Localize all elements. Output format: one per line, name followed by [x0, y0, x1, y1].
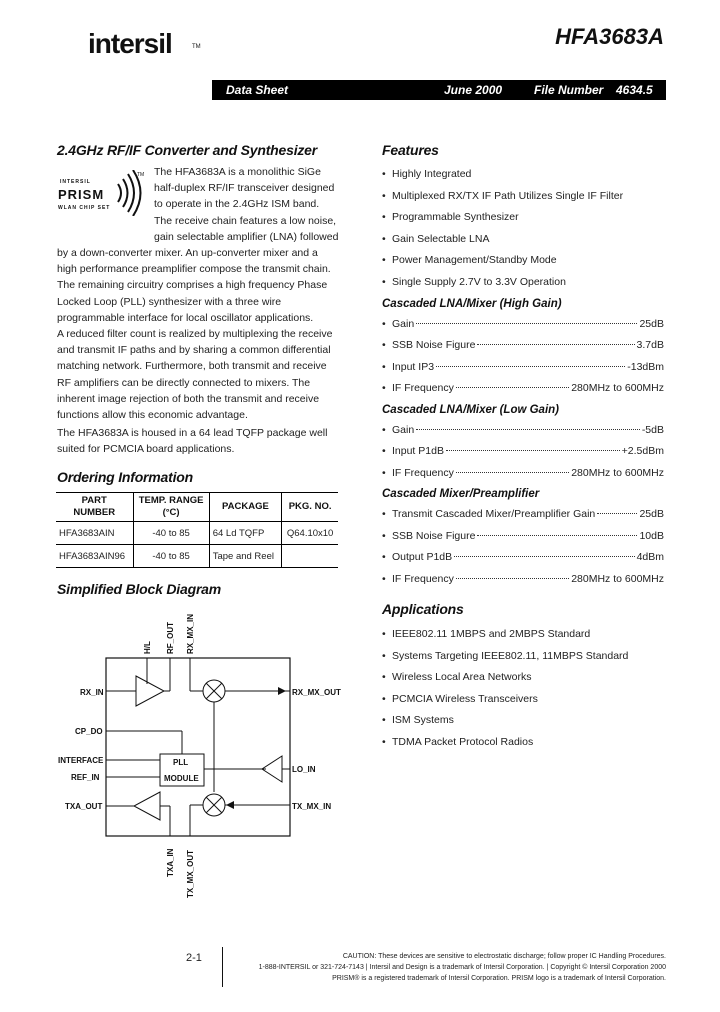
arrow-icon — [278, 687, 286, 695]
lna-low-title: Cascaded LNA/Mixer (Low Gain) — [382, 404, 560, 416]
doc-type: Data Sheet — [226, 83, 289, 97]
rx-in-label: RX_IN — [80, 688, 104, 697]
spec-row: IF Frequency 280MHz to 600MHz — [392, 382, 664, 394]
spec-row: Transmit Cascaded Mixer/Preamplifier Gain 25dB — [392, 508, 664, 520]
mixer-preamp-title: Cascaded Mixer/Preamplifier — [382, 488, 540, 500]
applications-list: • IEEE802.11 1MBPS and 2MBPS Standard • Systems Targeting IEEE802.11, 11MBPS Standard • Wireless Local Area Networks • PCMCIA Wireless Transceivers • ISM Systems • TDMA Packet Protocol Radios — [382, 628, 629, 748]
cell-temp: -40 to 85 — [133, 545, 209, 568]
chip-outline — [106, 658, 290, 836]
hl-label: H/L — [143, 641, 152, 654]
footer-legal — [226, 951, 666, 984]
block-diagram-title: Simplified Block Diagram — [57, 581, 222, 597]
spec-row: Gain 25dB — [392, 318, 664, 330]
spec-row: IF Frequency 280MHz to 600MHz — [392, 467, 664, 479]
mixer-preamp-specs: • Transmit Cascaded Mixer/Preamplifier Gain 25dB • SSB Noise Figure 10dB • Output P1dB 4dBm • IF Frequency 280MHz to 600MHz — [382, 508, 664, 585]
spec-row: IF Frequency 280MHz to 600MHz — [392, 573, 664, 585]
caution-text: CAUTION: These devices are sensitive to electrostatic discharge; follow proper IC Handling Procedures. — [342, 953, 666, 960]
pll-label: PLL — [173, 758, 189, 767]
txa-out-label: TXA_OUT — [65, 802, 103, 811]
contact-text: 1-888-INTERSIL or 321-724-7143 | Intersil and Design is a trademark of Intersil Corporation. | Copyright © Intersil Corporation 2000 — [258, 964, 666, 971]
intro-para-1b: by a down-converter mixer. An up-converter mixer and a high performance preamplifier compose the transmit chain. The remaining circuitry comprises a high frequency Phase Locked Loop (PLL) synthesizer with a three wire programmable interface for local oscillator applications. — [57, 247, 331, 324]
spec-row: SSB Noise Figure 3.7dB — [392, 339, 664, 351]
table-row — [56, 545, 338, 568]
file-number: 4634.5 — [616, 83, 653, 97]
rf-out-label: RF_OUT — [166, 622, 175, 654]
intro-para-1a: The HFA3683A is a monolithic SiGe half-duplex RF/IF transceiver designed to operate in the 2.4GHz ISM band. The receive chain features a low noise, gain selectable amplifier (LNA) followed — [154, 166, 339, 243]
rx-mx-out-label: RX_MX_OUT — [292, 688, 341, 697]
lo-in-label: LO_IN — [292, 765, 316, 774]
ordering-title: Ordering Information — [57, 469, 194, 485]
spec-row: Output P1dB 4dBm — [392, 551, 664, 563]
block-diagram — [56, 606, 356, 906]
spec-row: Input IP3 -13dBm — [392, 361, 664, 373]
intro-para-3: The HFA3683A is housed in a 64 lead TQFP package well suited for PCMCIA board applications. — [57, 427, 328, 456]
intro-title: 2.4GHz RF/IF Converter and Synthesizer — [57, 142, 318, 158]
cell-package: Tape and Reel — [209, 545, 282, 568]
features-title: Features — [382, 142, 439, 158]
part-number: HFA3683A — [555, 24, 664, 49]
spec-row: Input P1dB +2.5dBm — [392, 445, 664, 457]
ordering-header-row — [56, 493, 338, 522]
rx-mx-in-label: RX_MX_IN — [186, 613, 195, 654]
footer-divider — [222, 947, 223, 987]
wireless-waves-icon — [112, 170, 152, 216]
table-row — [56, 522, 338, 545]
datasheet-banner — [212, 80, 666, 100]
module-label: MODULE — [164, 774, 199, 783]
tx-preamp-icon — [134, 792, 160, 820]
spec-row: SSB Noise Figure 10dB — [392, 530, 664, 542]
col-package: PACKAGE — [209, 493, 282, 522]
prism-logo: INTERSIL PRISM TM WLAN CHIP SET — [56, 168, 152, 216]
lna-amp-icon — [136, 676, 164, 706]
cell-part: HFA3683AIN96 — [56, 545, 133, 568]
page-number: 2-1 — [186, 952, 202, 964]
txa-in-label: TXA_IN — [166, 848, 175, 877]
tx-mx-in-label: TX_MX_IN — [292, 802, 332, 811]
features-list: • Highly Integrated • Multiplexed RX/TX IF Path Utilizes Single IF Filter • Programmable Synthesizer • Gain Selectable LNA • Power Management/Standby Mode • Single Supply 2.7V to 3.3V Operation — [382, 168, 624, 288]
interface-label: INTERFACE — [58, 756, 104, 765]
ref-in-label: REF_IN — [71, 773, 100, 782]
tx-mx-out-label: TX_MX_OUT — [186, 849, 195, 898]
logo-trademark: TM — [192, 44, 201, 50]
applications-title: Applications — [382, 601, 464, 617]
cell-package: 64 Ld TQFP — [209, 522, 282, 545]
col-pkg-no: PKG. NO. — [282, 493, 338, 522]
col-part-number: PART NUMBER — [56, 493, 133, 522]
lna-low-specs: • Gain -5dB • Input P1dB +2.5dBm • IF Frequency 280MHz to 600MHz — [382, 424, 664, 479]
cp-do-label: CP_DO — [75, 727, 103, 736]
lna-high-title: Cascaded LNA/Mixer (High Gain) — [382, 298, 562, 310]
ordering-table — [56, 492, 338, 568]
lna-high-specs: • Gain 25dB • SSB Noise Figure 3.7dB • Input IP3 -13dBm • IF Frequency 280MHz to 600MHz — [382, 318, 664, 394]
cell-pkg-no: Q64.10x10 — [282, 522, 338, 545]
cell-pkg-no — [282, 545, 338, 568]
trademark-text: PRISM® is a registered trademark of Intersil Corporation. PRISM logo is a trademark of Intersil Corporation. — [332, 975, 666, 982]
intersil-logo: intersil — [88, 28, 172, 59]
file-number-label: File Number — [534, 83, 604, 97]
spec-row: Gain -5dB — [392, 424, 664, 436]
intro-para-2: A reduced filter count is realized by multiplexing the receive and transmit IF paths and by sharing a common differential matching network. Furthermore, both transmit and receive RF amplifiers can be directly connected to mixers. The inherent image rejection of both the transmit and receive functions allow this economic advantage. — [57, 328, 333, 422]
cell-temp: -40 to 85 — [133, 522, 209, 545]
cell-part: HFA3683AIN — [56, 522, 133, 545]
doc-date: June 2000 — [444, 83, 503, 97]
col-temp-range: TEMP. RANGE (°C) — [133, 493, 209, 522]
